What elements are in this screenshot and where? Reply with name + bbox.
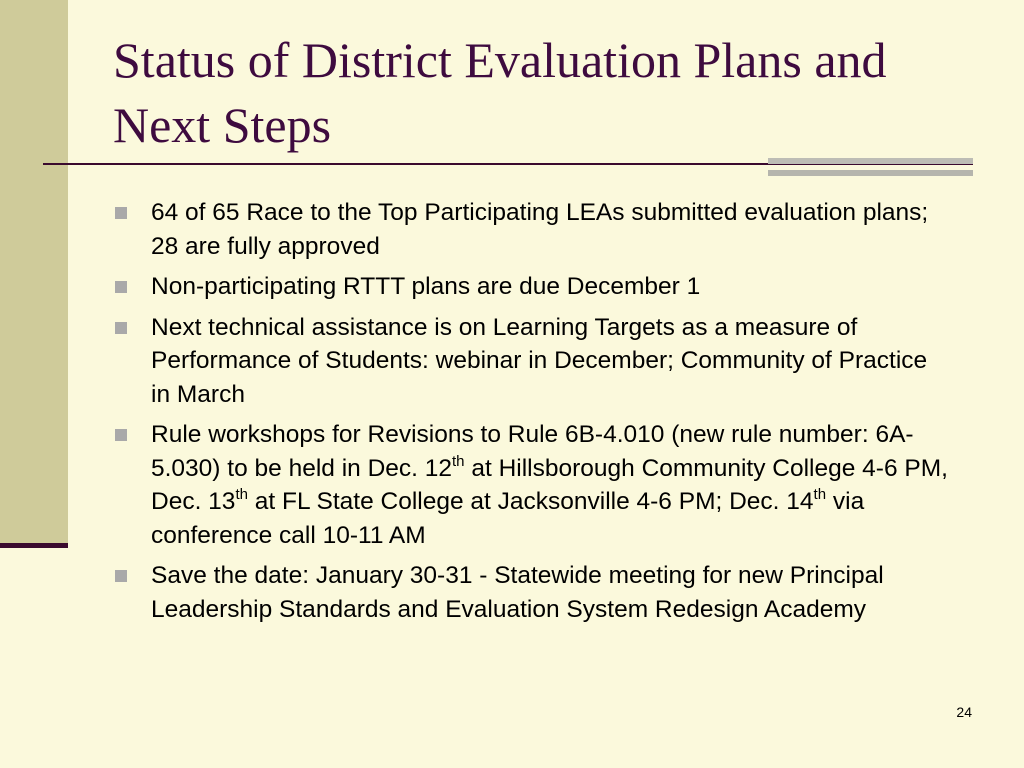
ordinal-suffix: th [452,452,465,470]
bullet-square-icon [115,207,127,219]
bullet-text-part: at FL State College at Jacksonville 4-6 PM; Dec. 14 [247,488,814,515]
bullet-text: Non-participating RTTT plans are due December 1 [151,273,701,300]
bullet-text: Next technical assistance is on Learning Targets as a measure of Performance of Students: webinar in December; Community of Practice in March [151,313,928,408]
bullet-text-part: via conference call 10-11 AM [151,488,865,549]
bullet-item-1 [113,196,953,263]
bullet-square-icon [115,281,127,293]
left-accent-line [0,543,68,548]
bullet-item-3 [113,311,953,412]
bullet-item-2 [113,270,953,304]
bullet-square-icon [115,429,127,441]
bullet-item-5 [113,559,953,626]
slide-title: Status of District Evaluation Plans and Next Steps [113,32,887,153]
bullet-square-icon [115,322,127,334]
left-decorative-band [0,0,68,548]
bullet-item-4 [113,418,953,552]
page-number: 24 [956,704,972,720]
bullet-text: Save the date: January 30-31 - Statewide meeting for new Principal Leadership Standards and Evaluation System Redesign Academy [151,562,884,623]
bullet-text-part: Rule workshops for Revisions to Rule 6B-4.010 (new rule number: 6A-5.030) to be held in Dec. 12 [151,421,914,482]
bullet-text: 64 of 65 Race to the Top Participating LEAs submitted evaluation plans; 28 are fully approved [151,199,929,260]
ordinal-suffix: th [235,486,248,503]
bullet-list [113,196,953,633]
bullet-text-part: at Hillsborough Community College 4-6 PM, Dec. 13 [151,454,948,515]
title-decorative-bar [768,158,973,176]
ordinal-suffix: th [813,486,827,503]
bullet-square-icon [115,570,127,582]
